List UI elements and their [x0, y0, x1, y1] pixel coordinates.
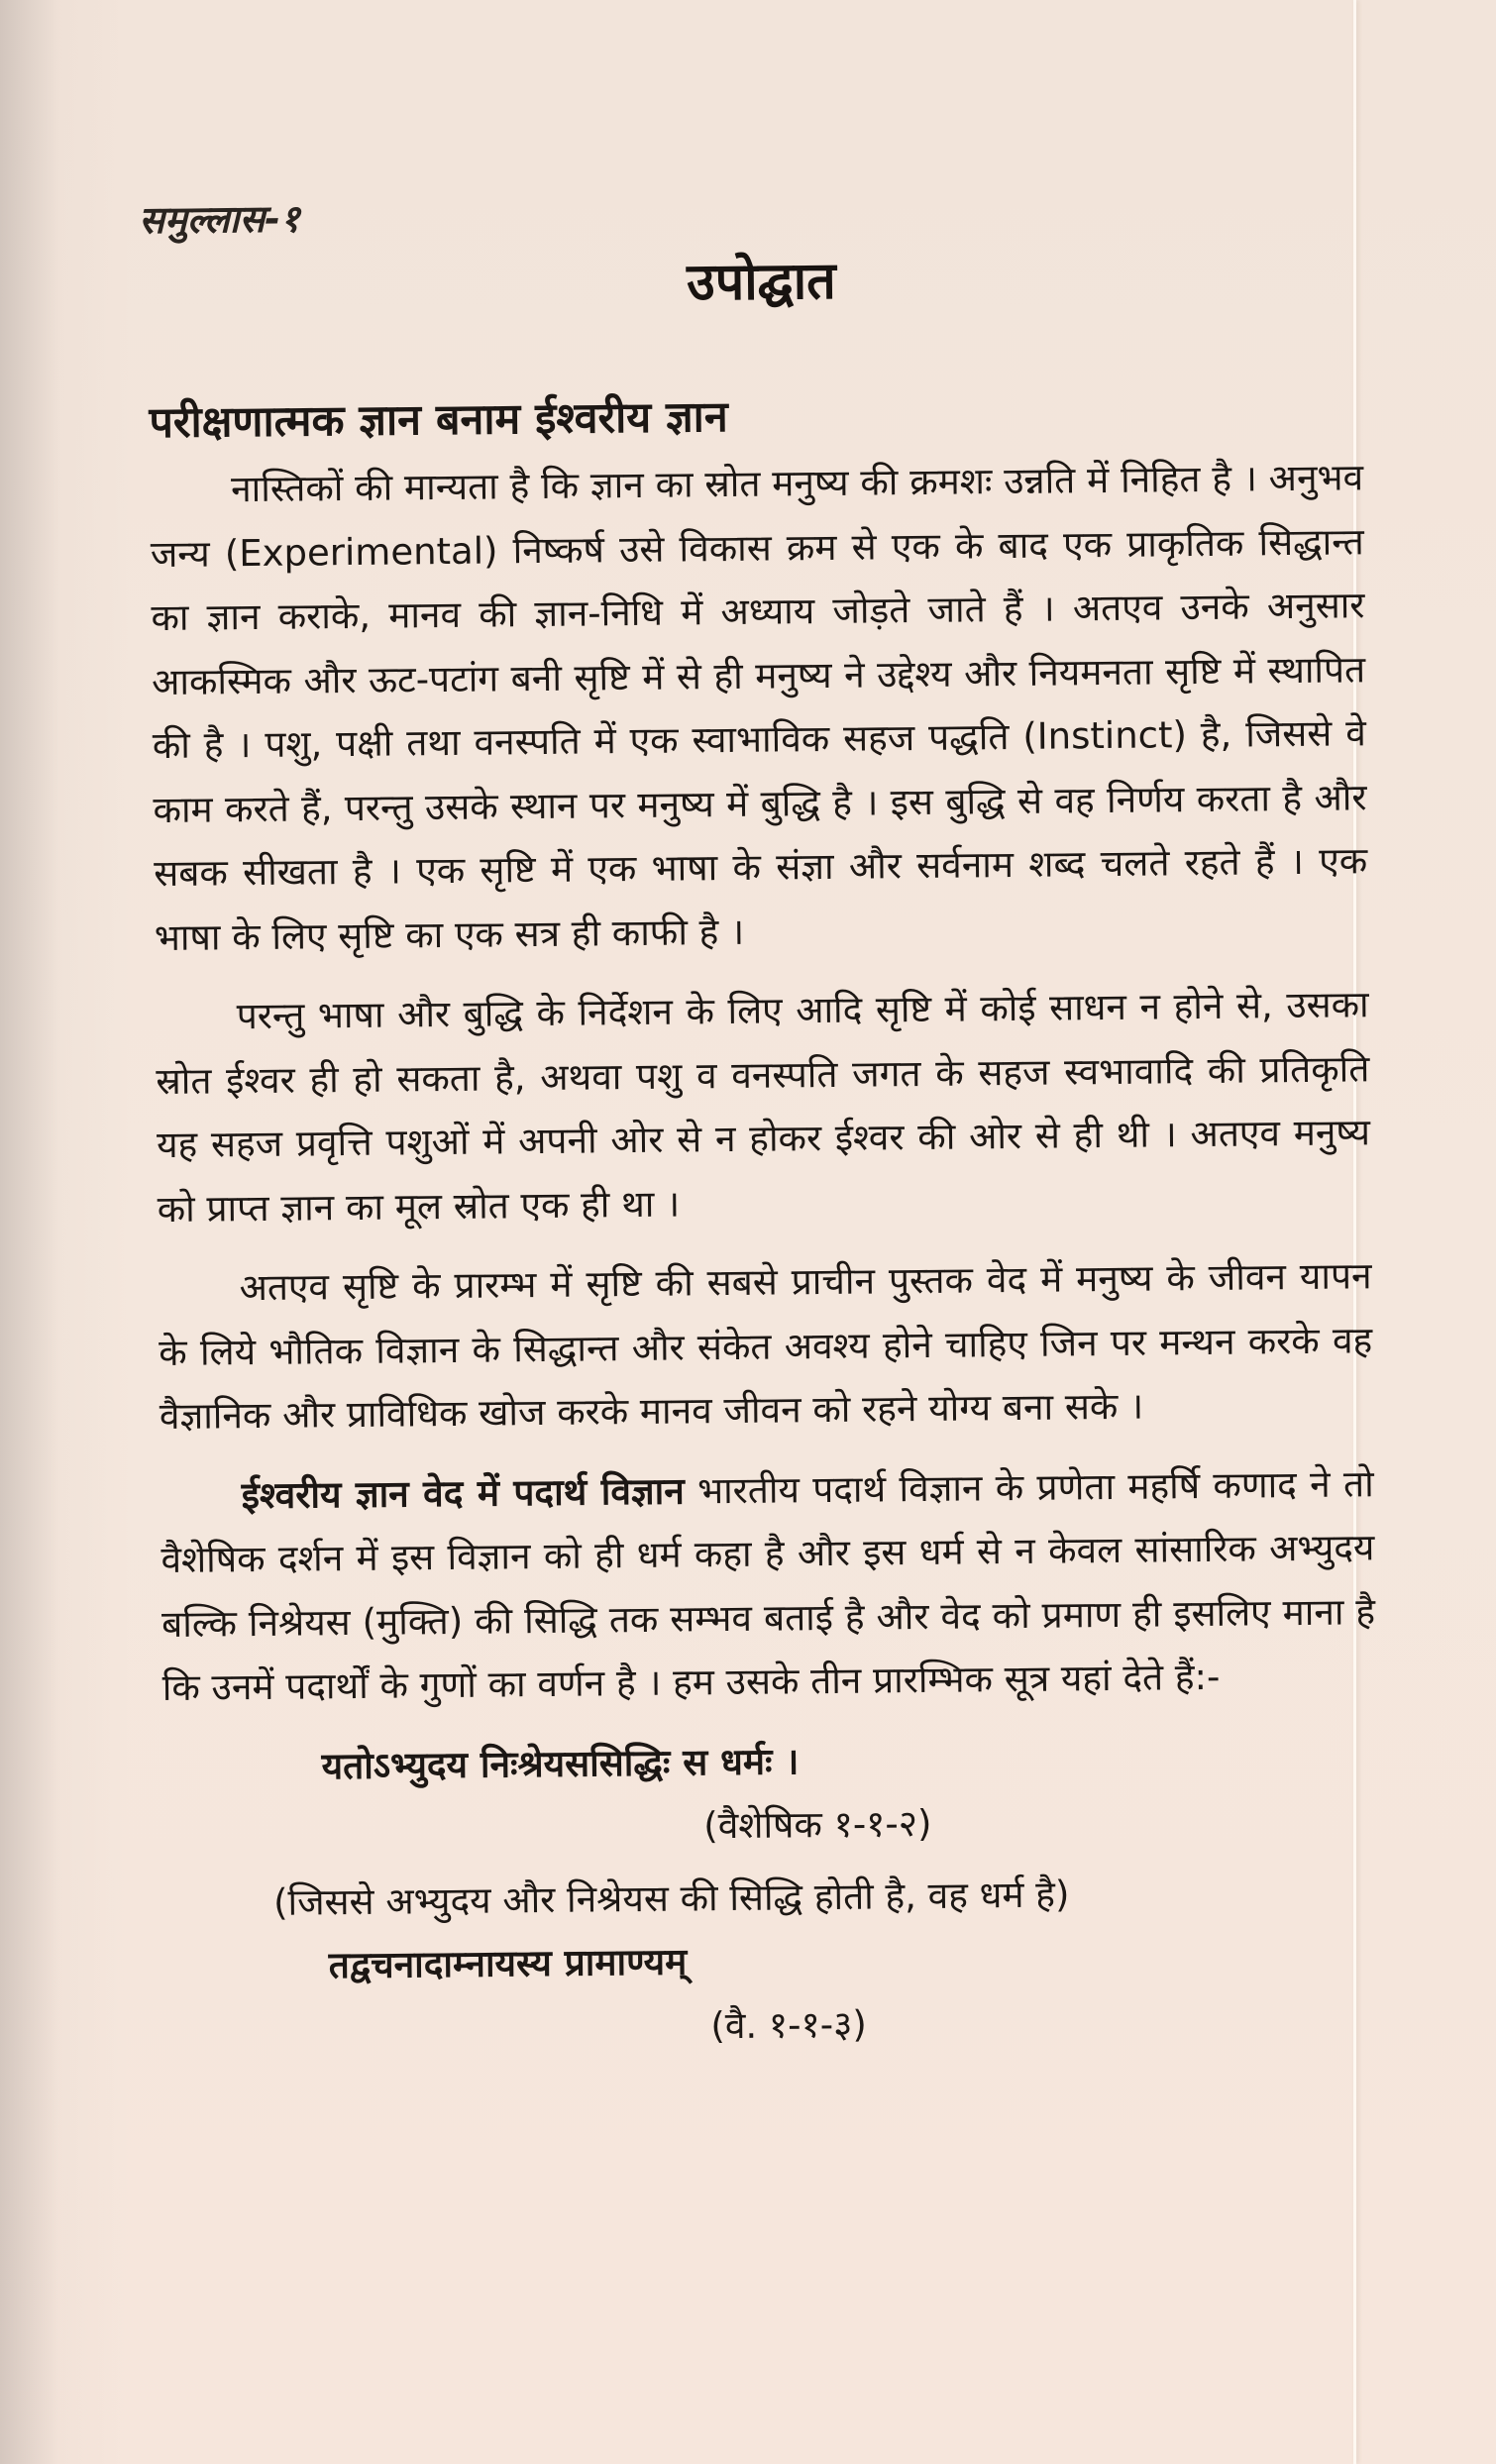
- paragraph-1: नास्तिकों की मान्यता है कि ज्ञान का स्रोत मनुष्य की क्रमशः उन्नति में निहित है । अनुभव जन्य (Experimental) निष्कर्ष उसे विकास क्रम से एक के बाद एक प्राकृतिक सिद्धान्त का ज्ञान कराके, मानव की ज्ञान-निधि में अध्याय जोड़ते जाते हैं । अतएव उनके अनुसार आकस्मिक और ऊट-पटांग बनी सृष्टि में से ही मनुष्य ने उद्देश्य और नियमनता सृष्टि में स्थापित की है । पशु, पक्षी तथा वनस्पति में एक स्वाभाविक सहज पद्धति (Instinct) है, जिससे वे काम करते हैं, परन्तु उसके स्थान पर मनुष्य में बुद्धि है । इस बुद्धि से वह निर्णय करता है और सबक सीखता है । एक सृष्टि में एक भाषा के संज्ञा और सर्वनाम शब्द चलते रहते हैं । एक भाषा के लिए सृष्टि का एक सत्र ही काफी है ।: [150, 456, 1368, 959]
- paragraph-4-bold-lead: ईश्वरीय ज्ञान वेद में पदार्थ विज्ञान: [241, 1469, 685, 1517]
- sutra-1-reference: (वैशेषिक १-१-२): [703, 1801, 932, 1848]
- paragraph-4: [160, 1452, 1376, 1721]
- paragraph-4-text: भारतीय पदार्थ विज्ञान के प्रणेता महर्षि कणाद ने तो वैशेषिक दर्शन में इस विज्ञान को ही धर्म कहा है और इस धर्म से न केवल सांसारिक अभ्युदय बल्कि निश्रेयस (मुक्ति) की सिद्धि तक सम्भव बताई है और वेद को प्रमाण ही इसलिए माना है कि उनमें पदार्थों के गुणों का वर्णन है । हम उसके तीन प्रारम्भिक सूत्र यहां देते हैं:-: [160, 1461, 1376, 1710]
- sutra-2-reference: (वै. १-१-३): [710, 2002, 868, 2047]
- chapter-title: उपोद्घात: [686, 251, 837, 313]
- paragraph-3: अतएव सृष्टि के प्रारम्भ में सृष्टि की सबसे प्राचीन पुस्तक वेद में मनुष्य के जीवन यापन के लिये भौतिक विज्ञान के सिद्धान्त और संकेत अवश्य होने चाहिए जिन पर मन्थन करके वह वैज्ञानिक और प्राविधिक खोज करके मानव जीवन को रहने योग्य बना सके ।: [159, 1254, 1373, 1439]
- paragraph-2: परन्तु भाषा और बुद्धि के निर्देशन के लिए आदि सृष्टि में कोई साधन न होने से, उसका स्रोत ईश्वर ही हो सकता है, अथवा पशु व वनस्पति जगत के सहज स्वभावादि की प्रतिकृति यह सहज प्रवृत्ति पशुओं में अपनी ओर से न होकर ईश्वर की ओर से ही थी । अतएव मनुष्य को प्राप्त ज्ञान का मूल स्रोत एक ही था ।: [156, 983, 1371, 1231]
- page-content: [139, 180, 1376, 2047]
- section-label: समुल्लास-१: [139, 196, 300, 243]
- section-subheading: परीक्षणात्मक ज्ञान बनाम ईश्वरीय ज्ञान: [149, 391, 728, 449]
- body-text: [150, 446, 1380, 2064]
- sutra-2: तद्वचनादाम्नायस्य प्रामाण्यम्: [328, 1940, 688, 1987]
- sutra-1: यतोऽभ्युदय निःश्रेयससिद्धिः स धर्मः ।: [321, 1739, 800, 1787]
- sutra-1-meaning: (जिससे अभ्युदय और निश्रेयस की सिद्धि होती है, वह धर्म है): [272, 1872, 1070, 1924]
